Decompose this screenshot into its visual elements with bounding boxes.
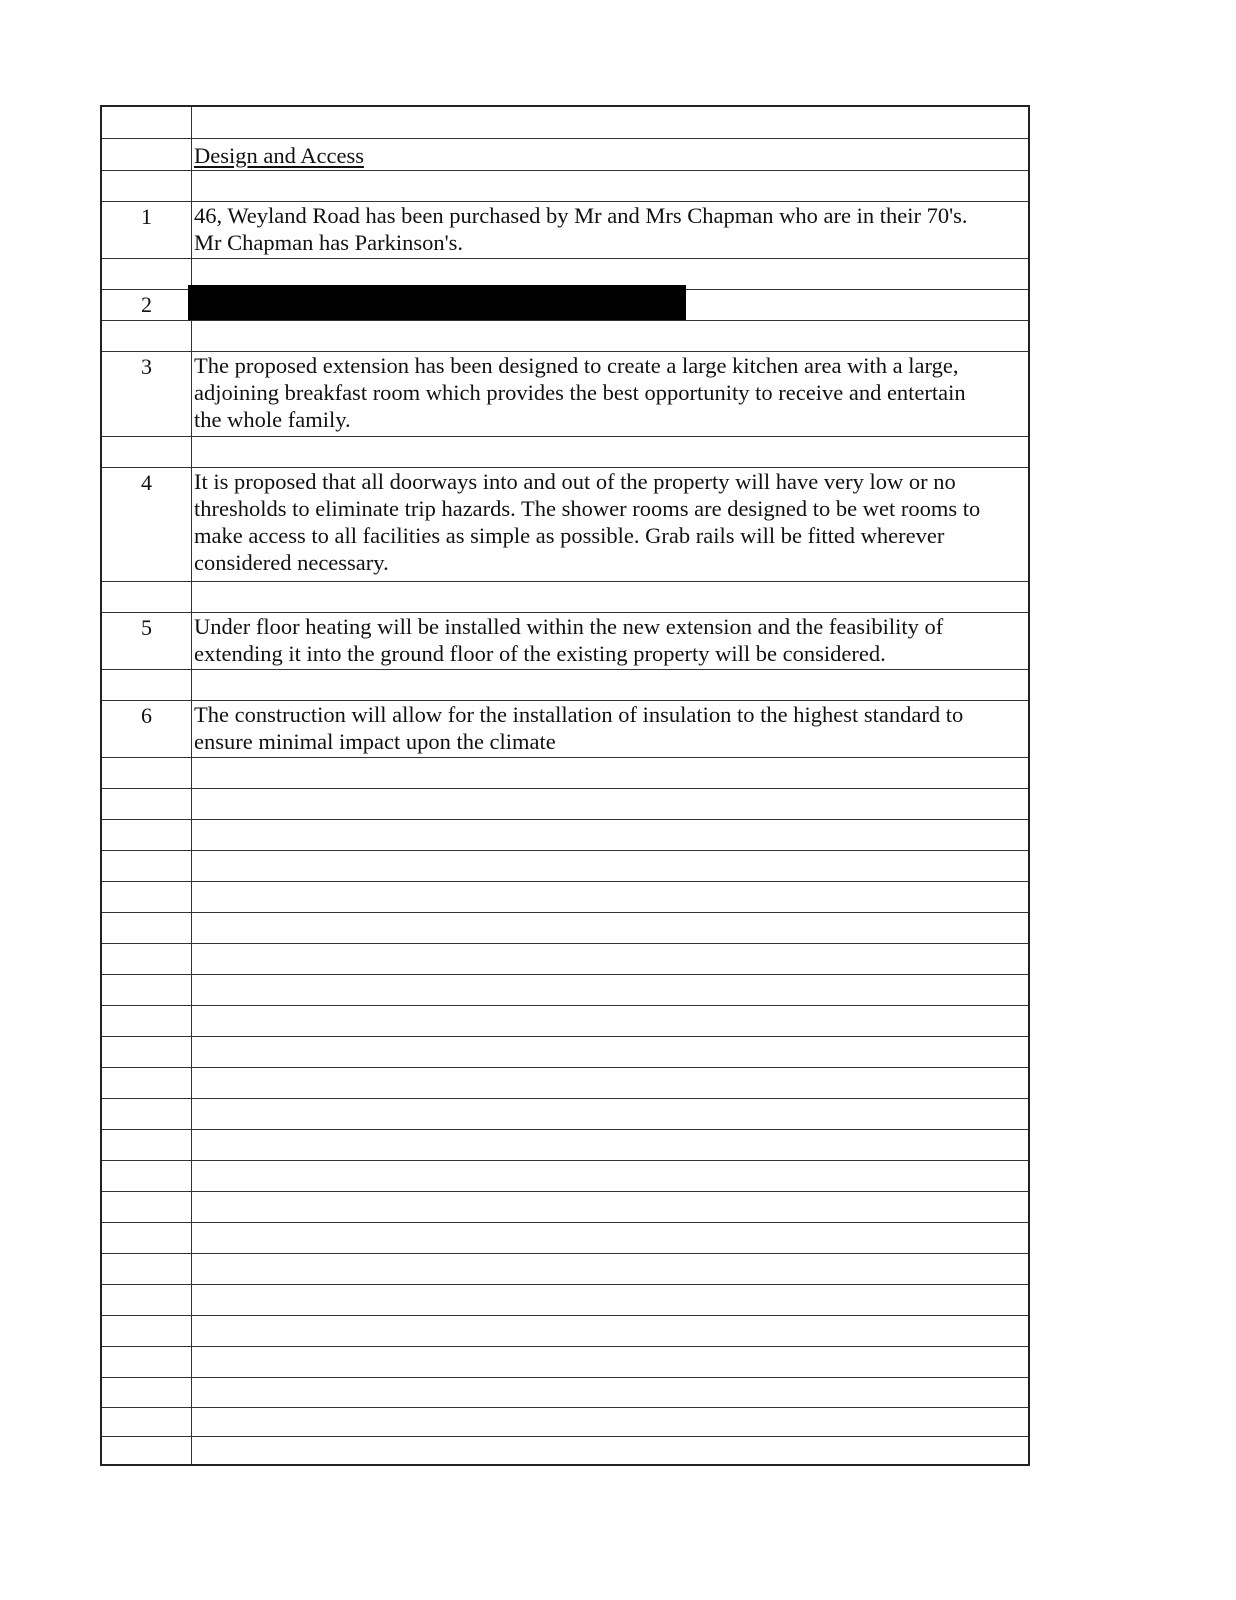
table-row — [102, 669, 1028, 700]
table-row — [102, 436, 1028, 467]
number-cell — [102, 975, 192, 1005]
empty-row — [102, 850, 1028, 881]
empty-row — [102, 1160, 1028, 1191]
number-cell — [102, 1378, 192, 1407]
text-cell — [192, 171, 1028, 201]
empty-row — [102, 1222, 1028, 1253]
number-cell — [102, 1408, 192, 1436]
text-cell — [192, 670, 1028, 700]
number-cell — [102, 944, 192, 974]
number-cell — [102, 259, 192, 289]
empty-row — [102, 757, 1028, 788]
number-cell — [102, 1006, 192, 1036]
empty-row — [102, 1377, 1028, 1407]
number-cell — [102, 1254, 192, 1284]
empty-row — [102, 819, 1028, 850]
table-row-item-4 — [102, 467, 1028, 581]
number-cell — [102, 1316, 192, 1346]
empty-row — [102, 1129, 1028, 1160]
text-cell — [192, 1408, 1028, 1436]
empty-row — [102, 881, 1028, 912]
empty-row — [102, 1191, 1028, 1222]
text-cell — [192, 321, 1028, 351]
empty-row — [102, 1315, 1028, 1346]
text-cell — [192, 1192, 1028, 1222]
text-cell — [192, 1006, 1028, 1036]
item-number: 3 — [102, 352, 192, 436]
table-row-item-5 — [102, 612, 1028, 669]
empty-row — [102, 1098, 1028, 1129]
number-cell — [102, 882, 192, 912]
text-cell — [192, 1161, 1028, 1191]
text-cell — [192, 107, 1028, 138]
number-cell — [102, 1223, 192, 1253]
text-cell — [192, 1437, 1028, 1464]
text-cell — [192, 851, 1028, 881]
empty-row — [102, 943, 1028, 974]
item-number: 2 — [102, 290, 192, 320]
empty-row — [102, 1436, 1028, 1464]
text-cell — [192, 820, 1028, 850]
item-number: 1 — [102, 202, 192, 258]
number-cell — [102, 1437, 192, 1464]
text-cell — [192, 1254, 1028, 1284]
text-cell — [192, 1223, 1028, 1253]
text-cell — [192, 1099, 1028, 1129]
redaction-block — [188, 285, 686, 320]
text-cell — [192, 1316, 1028, 1346]
number-cell — [102, 582, 192, 612]
number-cell — [102, 789, 192, 819]
table-row — [102, 107, 1028, 138]
text-cell — [192, 913, 1028, 943]
number-cell — [102, 107, 192, 138]
table-row — [102, 170, 1028, 201]
text-cell — [192, 758, 1028, 788]
number-cell — [102, 139, 192, 170]
item-text: The construction will allow for the installation of insulation to the highest standard to ensure minimal impact upon the climate — [194, 702, 964, 754]
number-cell — [102, 171, 192, 201]
empty-row — [102, 1346, 1028, 1377]
number-cell — [102, 1347, 192, 1377]
item-text: Under floor heating will be installed within the new extension and the feasibility of extending it into the ground floor of the existing property will be considered. — [194, 614, 944, 666]
empty-row — [102, 1005, 1028, 1036]
text-cell — [192, 789, 1028, 819]
text-cell — [192, 1285, 1028, 1315]
empty-row — [102, 974, 1028, 1005]
table-row-item-1 — [102, 201, 1028, 258]
text-cell — [192, 1068, 1028, 1098]
item-text: 46, Weyland Road has been purchased by Mr and Mrs Chapman who are in their 70's. Mr Chapman has Parkinson's. — [194, 203, 968, 255]
document-table — [100, 105, 1030, 1466]
text-cell — [192, 1378, 1028, 1407]
number-cell — [102, 321, 192, 351]
empty-row — [102, 1284, 1028, 1315]
number-cell — [102, 913, 192, 943]
number-cell — [102, 437, 192, 467]
empty-row — [102, 1253, 1028, 1284]
text-cell — [192, 1347, 1028, 1377]
text-cell — [192, 882, 1028, 912]
empty-row — [102, 912, 1028, 943]
table-row — [102, 320, 1028, 351]
number-cell — [102, 1285, 192, 1315]
item-number: 4 — [102, 468, 192, 581]
table-row — [102, 581, 1028, 612]
page-title: Design and Access — [194, 143, 364, 168]
number-cell — [102, 1192, 192, 1222]
text-cell — [192, 944, 1028, 974]
number-cell — [102, 670, 192, 700]
number-cell — [102, 1161, 192, 1191]
item-number: 6 — [102, 701, 192, 757]
item-number: 5 — [102, 613, 192, 669]
table-row — [102, 138, 1028, 170]
text-cell — [192, 582, 1028, 612]
empty-row — [102, 1036, 1028, 1067]
number-cell — [102, 1037, 192, 1067]
text-cell — [192, 437, 1028, 467]
text-cell — [192, 975, 1028, 1005]
table-row-item-6 — [102, 700, 1028, 757]
empty-row — [102, 788, 1028, 819]
number-cell — [102, 820, 192, 850]
number-cell — [102, 851, 192, 881]
number-cell — [102, 1130, 192, 1160]
text-cell — [192, 1130, 1028, 1160]
table-row-item-3 — [102, 351, 1028, 436]
item-text: The proposed extension has been designed to create a large kitchen area with a large, adjoining breakfast room which provides the best opportunity to receive and entertain the whole family. — [194, 353, 966, 432]
number-cell — [102, 1099, 192, 1129]
item-text: It is proposed that all doorways into and out of the property will have very low or no thresholds to eliminate trip hazards. The shower rooms are designed to be wet rooms to make access to all facilities as simple as possible. Grab rails will be fitted wherever considered necessary. — [194, 469, 981, 575]
text-cell — [192, 1037, 1028, 1067]
empty-row — [102, 1067, 1028, 1098]
empty-row — [102, 1407, 1028, 1436]
number-cell — [102, 758, 192, 788]
number-cell — [102, 1068, 192, 1098]
